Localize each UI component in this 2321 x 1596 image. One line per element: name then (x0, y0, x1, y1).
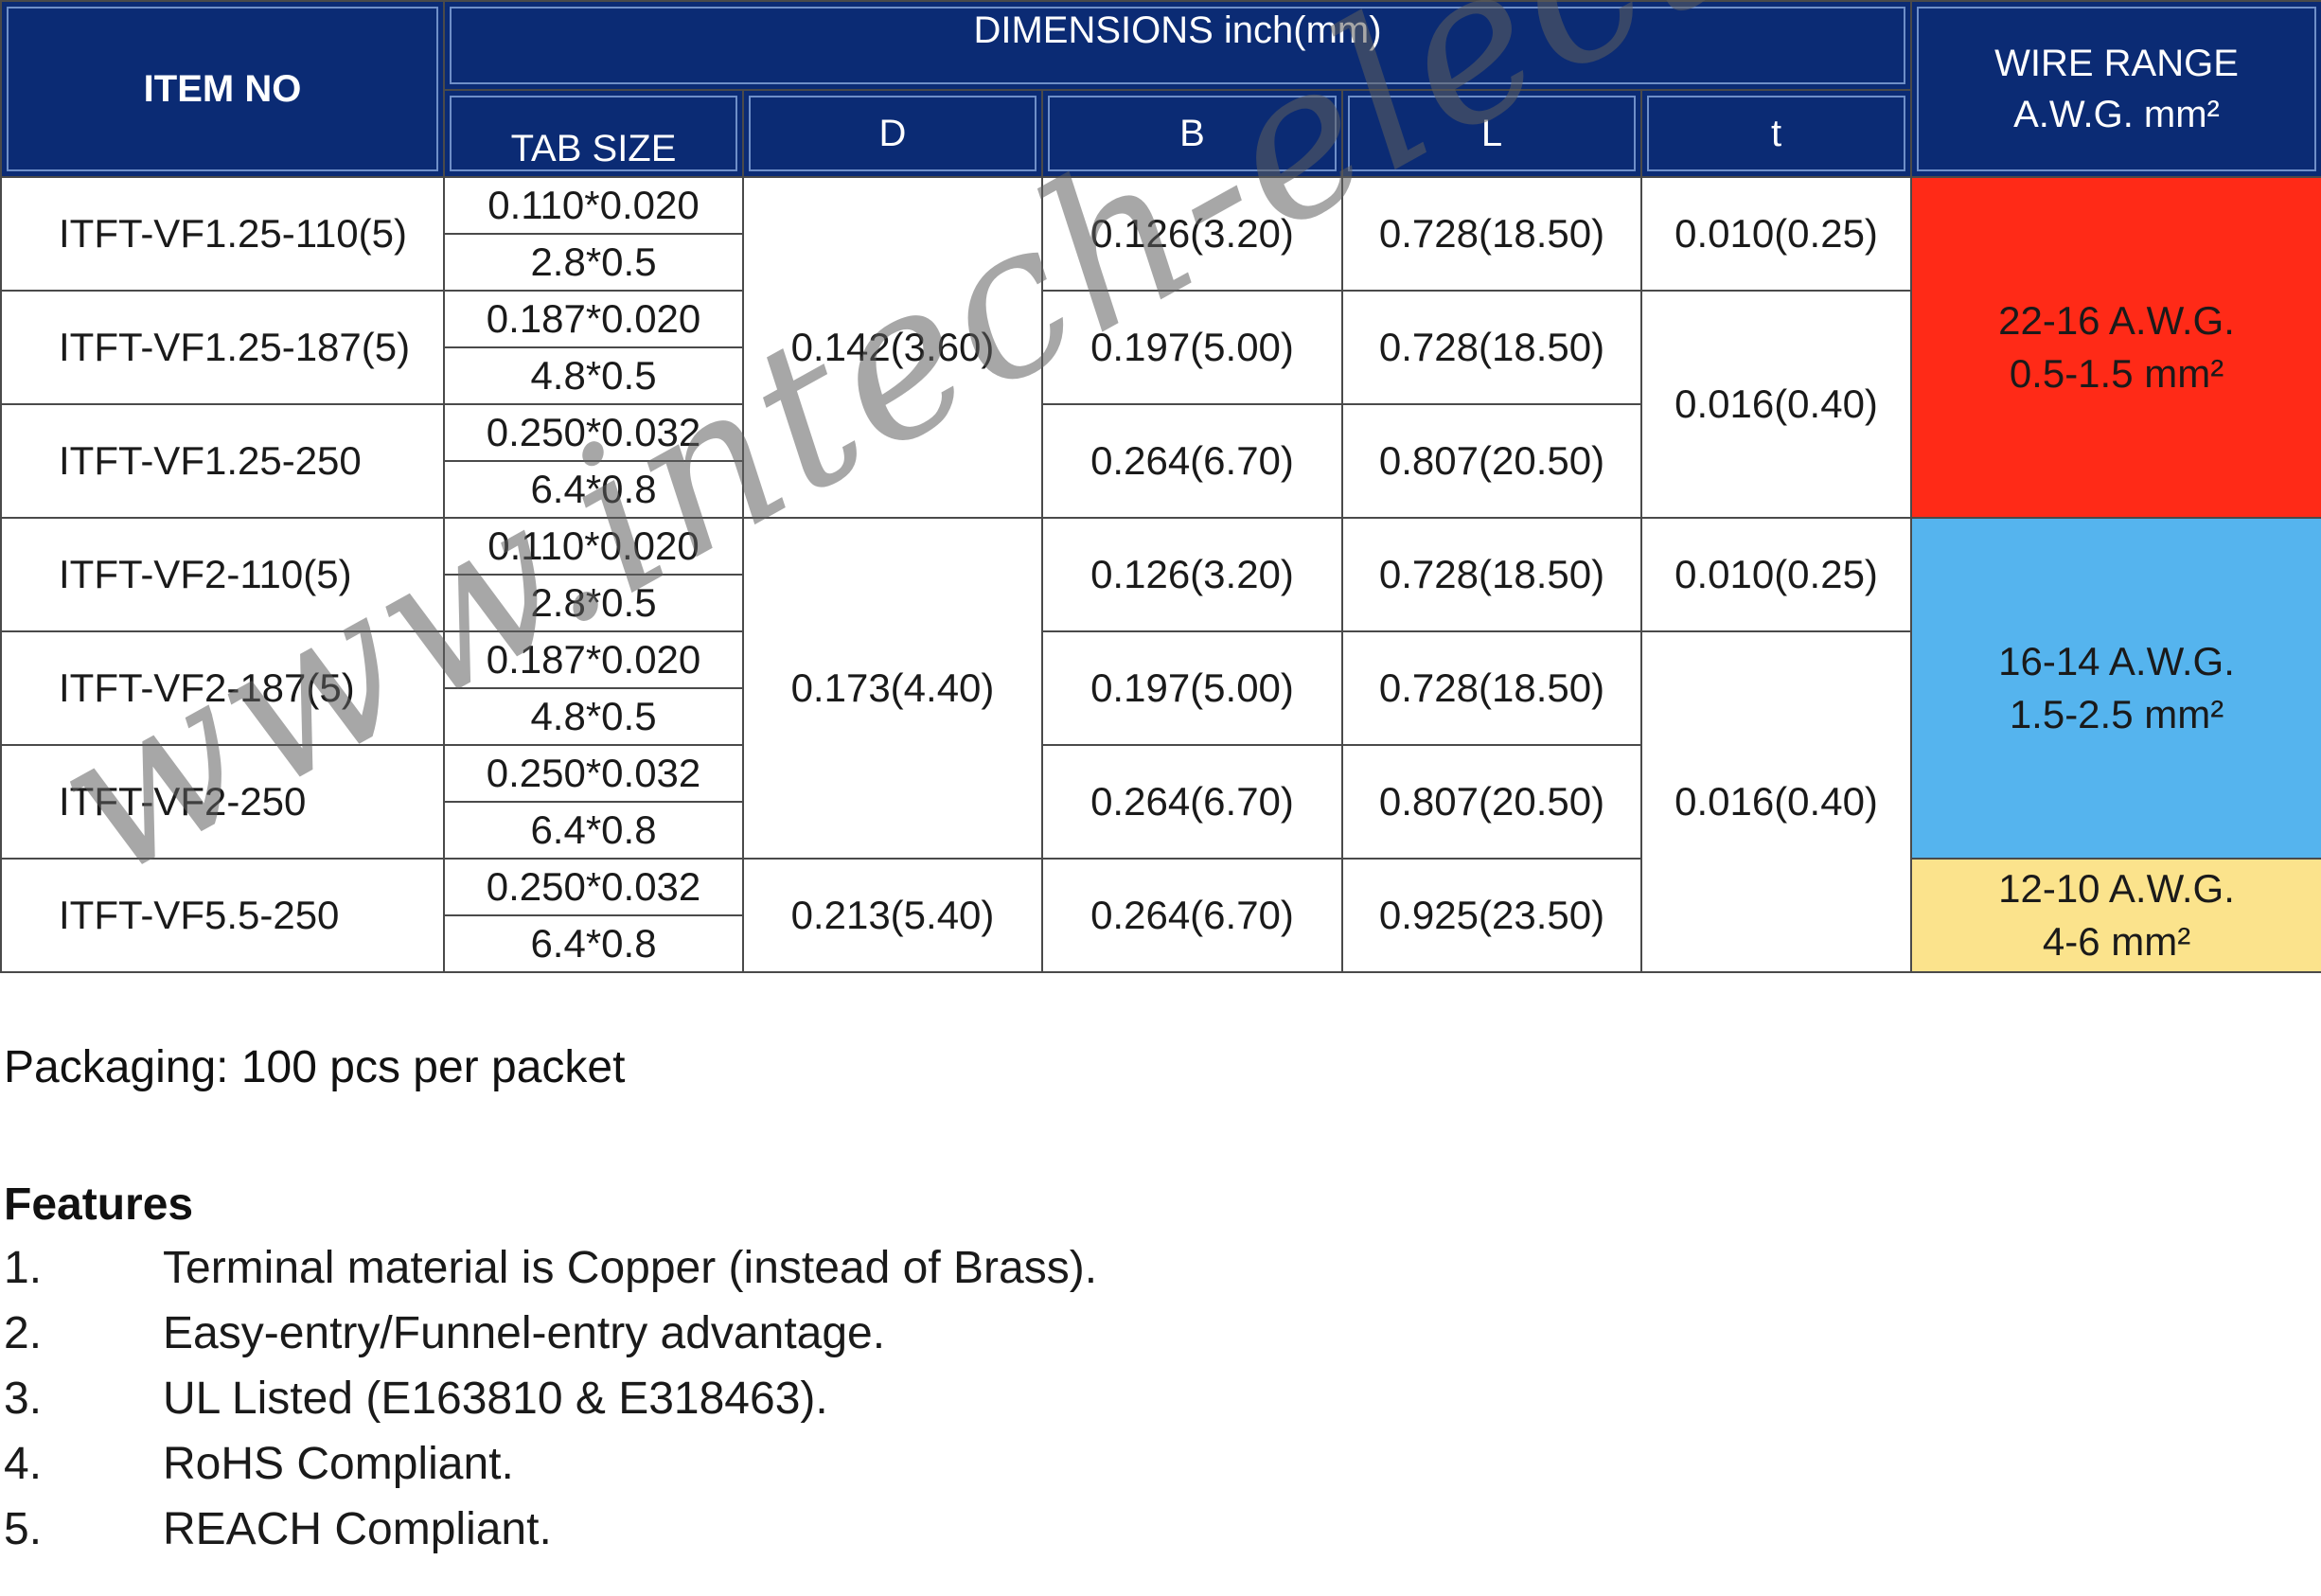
b-cell: 0.264(6.70) (1042, 745, 1342, 859)
tab-size-inch: 0.110*0.020 (444, 518, 743, 575)
t-cell: 0.010(0.25) (1641, 518, 1911, 631)
t-cell: 0.010(0.25) (1641, 177, 1911, 291)
tab-size-inch: 0.187*0.020 (444, 631, 743, 688)
tab-size-inch: 0.110*0.020 (444, 177, 743, 234)
tab-size-inch: 0.250*0.032 (444, 859, 743, 915)
header-wire-range-line2: A.W.G. mm² (2013, 94, 2220, 135)
feature-item (4, 1436, 1097, 1501)
b-cell: 0.264(6.70) (1042, 859, 1342, 972)
b-cell: 0.126(3.20) (1042, 518, 1342, 631)
tab-size-mm: 4.8*0.5 (444, 688, 743, 745)
b-cell: 0.197(5.00) (1042, 291, 1342, 404)
l-cell: 0.925(23.50) (1342, 859, 1641, 972)
item-no-cell: ITFT-VF1.25-187(5) (1, 291, 444, 404)
wire-range-cell (1911, 518, 2321, 859)
feature-text: Easy-entry/Funnel-entry advantage. (163, 1308, 886, 1358)
tab-size-mm: 4.8*0.5 (444, 347, 743, 404)
header-dimensions: DIMENSIONS inch(mm) (444, 1, 1911, 90)
l-cell: 0.728(18.50) (1342, 518, 1641, 631)
l-cell: 0.807(20.50) (1342, 404, 1641, 518)
item-no-cell: ITFT-VF2-110(5) (1, 518, 444, 631)
tab-size-mm: 6.4*0.8 (444, 915, 743, 972)
d-cell: 0.173(4.40) (743, 518, 1042, 859)
wire-range-mm: 1.5-2.5 mm² (2009, 692, 2224, 736)
l-cell: 0.728(18.50) (1342, 177, 1641, 291)
l-cell: 0.807(20.50) (1342, 745, 1641, 859)
item-no-cell: ITFT-VF2-250 (1, 745, 444, 859)
feature-number: 2. (4, 1308, 43, 1358)
feature-number: 3. (4, 1374, 43, 1424)
tab-size-mm: 6.4*0.8 (444, 461, 743, 518)
feature-number: 4. (4, 1439, 43, 1489)
item-no-cell: ITFT-VF5.5-250 (1, 859, 444, 972)
features-title: Features (4, 1179, 194, 1230)
packaging-text: Packaging: 100 pcs per packet (4, 1042, 626, 1092)
tab-size-inch: 0.250*0.032 (444, 745, 743, 802)
tab-size-inch: 0.250*0.032 (444, 404, 743, 461)
header-item-no: ITEM NO (1, 1, 444, 177)
t-cell: 0.016(0.40) (1641, 631, 1911, 972)
wire-range-cell (1911, 859, 2321, 972)
table-row (1, 518, 2321, 575)
features-list (4, 1240, 1097, 1567)
b-cell: 0.264(6.70) (1042, 404, 1342, 518)
wire-range-mm: 0.5-1.5 mm² (2009, 351, 2224, 396)
d-cell: 0.142(3.60) (743, 177, 1042, 518)
t-cell: 0.016(0.40) (1641, 291, 1911, 518)
feature-text: REACH Compliant. (163, 1504, 552, 1554)
header-tab-size: TAB SIZE (444, 90, 743, 177)
feature-text: UL Listed (E163810 & E318463). (163, 1374, 828, 1424)
item-no-cell: ITFT-VF2-187(5) (1, 631, 444, 745)
tab-size-inch: 0.187*0.020 (444, 291, 743, 347)
feature-item (4, 1240, 1097, 1305)
tab-size-mm: 6.4*0.8 (444, 802, 743, 859)
item-no-cell: ITFT-VF1.25-250 (1, 404, 444, 518)
l-cell: 0.728(18.50) (1342, 631, 1641, 745)
header-wire-range (1911, 1, 2321, 177)
feature-item (4, 1305, 1097, 1371)
b-cell: 0.197(5.00) (1042, 631, 1342, 745)
header-t: t (1641, 90, 1911, 177)
wire-range-awg: 16-14 A.W.G. (1998, 639, 2235, 683)
feature-item (4, 1501, 1097, 1567)
wire-range-awg: 22-16 A.W.G. (1998, 298, 2235, 343)
feature-number: 1. (4, 1243, 43, 1293)
feature-text: RoHS Compliant. (163, 1439, 514, 1489)
feature-item (4, 1371, 1097, 1436)
feature-text: Terminal material is Copper (instead of Brass). (163, 1243, 1098, 1293)
l-cell: 0.728(18.50) (1342, 291, 1641, 404)
table-row (1, 177, 2321, 234)
tab-size-mm: 2.8*0.5 (444, 234, 743, 291)
wire-range-mm: 4-6 mm² (2042, 919, 2191, 964)
header-d: D (743, 90, 1042, 177)
d-cell: 0.213(5.40) (743, 859, 1042, 972)
header-b: B (1042, 90, 1342, 177)
wire-range-awg: 12-10 A.W.G. (1998, 866, 2235, 911)
feature-number: 5. (4, 1504, 43, 1554)
wire-range-cell (1911, 177, 2321, 518)
header-l: L (1342, 90, 1641, 177)
b-cell: 0.126(3.20) (1042, 177, 1342, 291)
tab-size-mm: 2.8*0.5 (444, 575, 743, 631)
item-no-cell: ITFT-VF1.25-110(5) (1, 177, 444, 291)
table-row (1, 859, 2321, 915)
header-wire-range-line1: WIRE RANGE (1994, 43, 2239, 84)
